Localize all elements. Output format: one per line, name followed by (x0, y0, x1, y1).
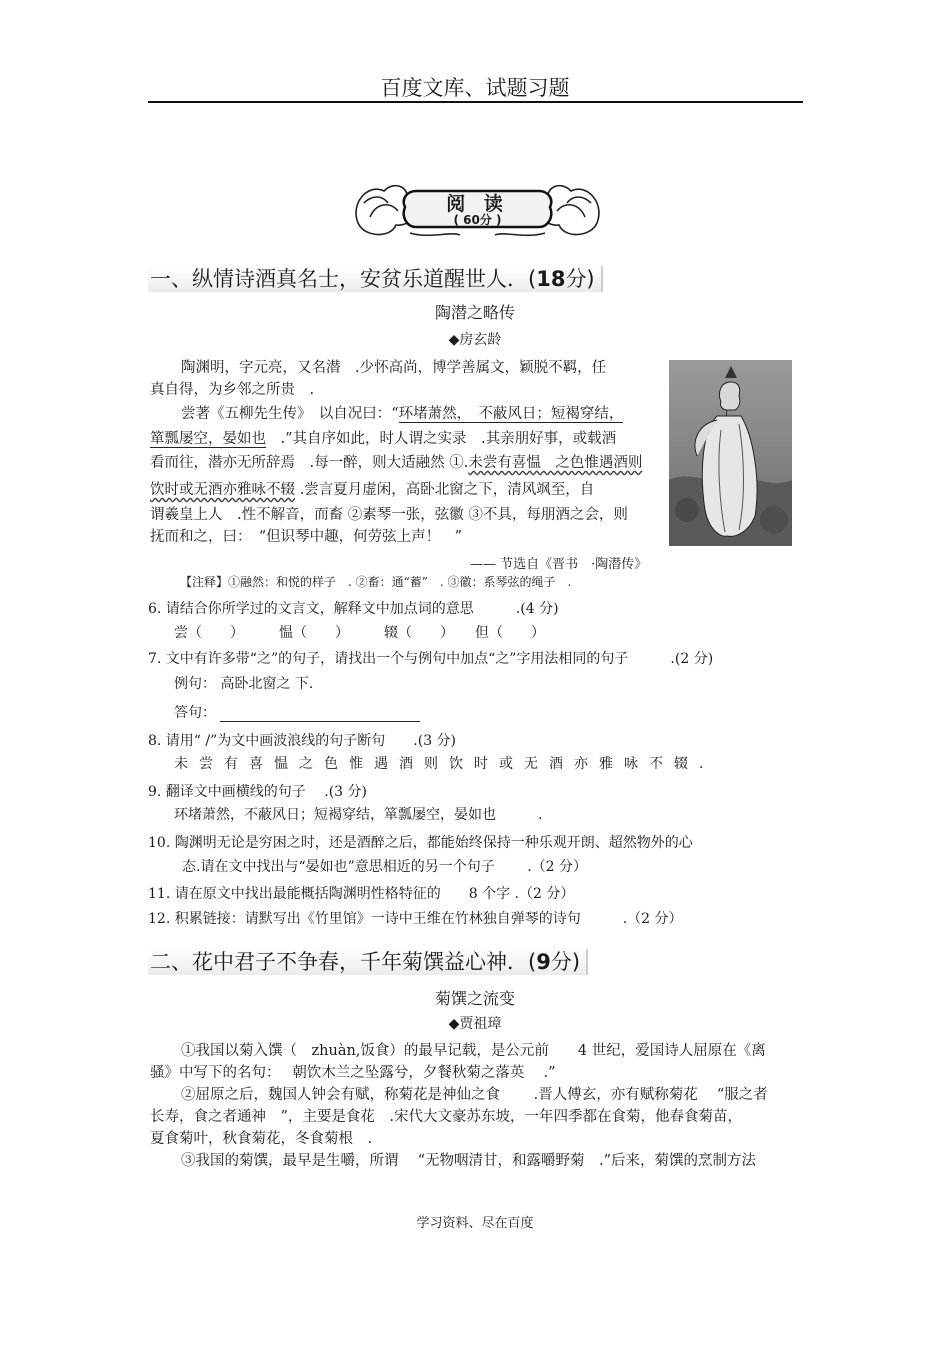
section1-heading-text: 一、纵情诗酒真名士，安贫乐道醒世人．( (150, 267, 537, 291)
section2-heading-text: 二、花中君子不争春，千年菊馔益心神．( (150, 950, 537, 974)
s1-paragraph2-line3 (150, 451, 642, 472)
s1-paragraph2-line6: 抚而和之，曰： “但识琴中趣，何劳弦上声！ ” (150, 529, 463, 545)
question-7-example: 例句： 高卧北窗之 下. (174, 676, 314, 692)
s1-paragraph2-line2 (150, 427, 616, 448)
s1-paragraph2-line4 (150, 478, 594, 499)
page-header-title: 百度文库、试题习题 (380, 76, 570, 100)
banner-title: 阅 读 (446, 193, 509, 215)
s2-line2: 骚》中写下的名句： 朝饮木兰之坠露兮，夕餐秋菊之落英 .” (150, 1065, 556, 1081)
page-footer: 学习资料、尽在百度 (416, 1216, 534, 1231)
section1-text-title: 陶潜之略传 (434, 303, 515, 322)
section2-score: 9 (536, 950, 551, 974)
reading-banner (350, 173, 605, 245)
s1-paragraph1-line1: 陶渊明，字元亮，又名潜 .少怀高尚，博学善属文，颖脱不羁，任 (181, 360, 607, 376)
s2-line5: 夏食菊叶，秋食菊花，冬食菊根 . (150, 1131, 373, 1147)
question-10-line2: 态.请在文中找出与“晏如也”意思相近的另一个句子 .（2 分） (182, 859, 588, 875)
s1-paragraph2-line1 (181, 402, 623, 423)
question-10-line1: 10. 陶渊明无论是穷困之时，还是酒醉之后，都能始终保持一种乐观开朗、超然物外的心 (148, 835, 693, 851)
question-11: 11. 请在原文中找出最能概括陶渊明性格特征的 8 个字 .（2 分） (148, 886, 575, 902)
s1-p2d-post: .尝言夏月虚闲，高卧北窗之下，清风飒至，自 (295, 482, 595, 498)
s1-p2b-post: .”其自序如此，时人谓之实录 .其亲朋好事，或载酒 (266, 431, 617, 447)
question-7: 7. 文中有许多带“之”的句子，请找出一个与例句中加点“之”字用法相同的句子 .(2 分) (148, 651, 714, 667)
section2-author: ◆贾祖璋 (448, 1016, 502, 1032)
question-6: 6. 请结合你所学过的文言文，解释文中加点词的意思 .(4 分) (148, 601, 559, 617)
question-6-items: 尝（ ） 愠（ ） 辍（ ） 但（ ） (174, 625, 545, 641)
s1-paragraph1-line2: 真自得，为乡邻之所贵 . (150, 382, 315, 398)
header-rule (148, 101, 803, 103)
section1-author: ◆房玄龄 (448, 332, 502, 348)
s1-note: 【注释】①融然：和悦的样子 . ②畜：通“蓄” . ③徽：系琴弦的绳子 . (180, 575, 572, 589)
question-8: 8. 请用“ /”为文中画波浪线的句子断句 .(3 分) (148, 733, 457, 749)
tao-yuanming-portrait (669, 360, 792, 546)
section1-heading-tail: 分) (565, 267, 595, 291)
s1-p2c-pre: 看而往，潜亦无所辞焉 .每一醉，则大适融然 ①. (150, 455, 469, 471)
banner-score: ( 60分 ) (453, 213, 502, 227)
s2-line6: ③我国的菊馔，最早是生嚼，所谓 “无物咽清甘，和露嚼野菊 .”后来，菊馔的烹制方法 (181, 1153, 757, 1169)
s2-line1: ①我国以菊入馔（ zhuàn,饭食）的最早记载，是公元前 4 世纪，爱国诗人屈原在《离 (181, 1043, 766, 1059)
s1-p2a-underlined: 环堵萧然， 不蔽风日；短褐穿结， (398, 406, 624, 422)
s1-p2b-underlined: 箪瓢屡空，晏如也 (150, 431, 266, 447)
s1-p2a-pre: 尝著《五柳先生传》 以自况曰：“ (181, 406, 399, 422)
section2-heading (148, 949, 588, 975)
section1-heading (148, 266, 603, 292)
section2-heading-tail: 分) (550, 950, 581, 974)
question-9: 9. 翻译文中画横线的句子 .(3 分) (148, 784, 367, 800)
question-12: 12. 积累链接：请默写出《竹里馆》一诗中王维在竹林独自弹琴的诗句 .（2 分） (148, 911, 683, 927)
section1-score: 18 (536, 267, 566, 291)
s1-p2c-wavy: 未尝有喜愠 之色惟遇酒则 (468, 455, 643, 471)
s1-source: —— 节选自《晋书 ·陶潜传》 (470, 557, 648, 572)
s1-paragraph2-line5: 谓羲皇上人 .性不解音，而畜 ②素琴一张，弦徽 ③不具，每朋酒之会，则 (150, 507, 628, 523)
question-8-text: 未尝有喜愠之色惟遇酒则饮时或无酒亦雅咏不辍. (174, 756, 715, 772)
question-7-answer (174, 702, 420, 722)
s2-line3: ②屈原之后，魏国人钟会有赋，称菊花是神仙之食 .晋人傅玄，亦有赋称菊花 “服之者 (181, 1087, 768, 1103)
question-9-text: 环堵萧然，不蔽风日；短褐穿结，箪瓢屡空，晏如也 . (174, 807, 543, 823)
s2-line4: 长寿，食之者通神 ”，主要是食花 .宋代大文豪苏东坡，一年四季都在食菊，他春食菊苗， (150, 1109, 743, 1125)
section2-text-title: 菊馔之流变 (434, 989, 515, 1008)
s1-p2d-wavy: 饮时或无酒亦雅咏不辍 (150, 482, 295, 498)
portrait-image-icon (669, 360, 792, 546)
question-7-answer-line[interactable] (220, 707, 420, 722)
question-7-answer-label: 答句： (174, 705, 216, 721)
